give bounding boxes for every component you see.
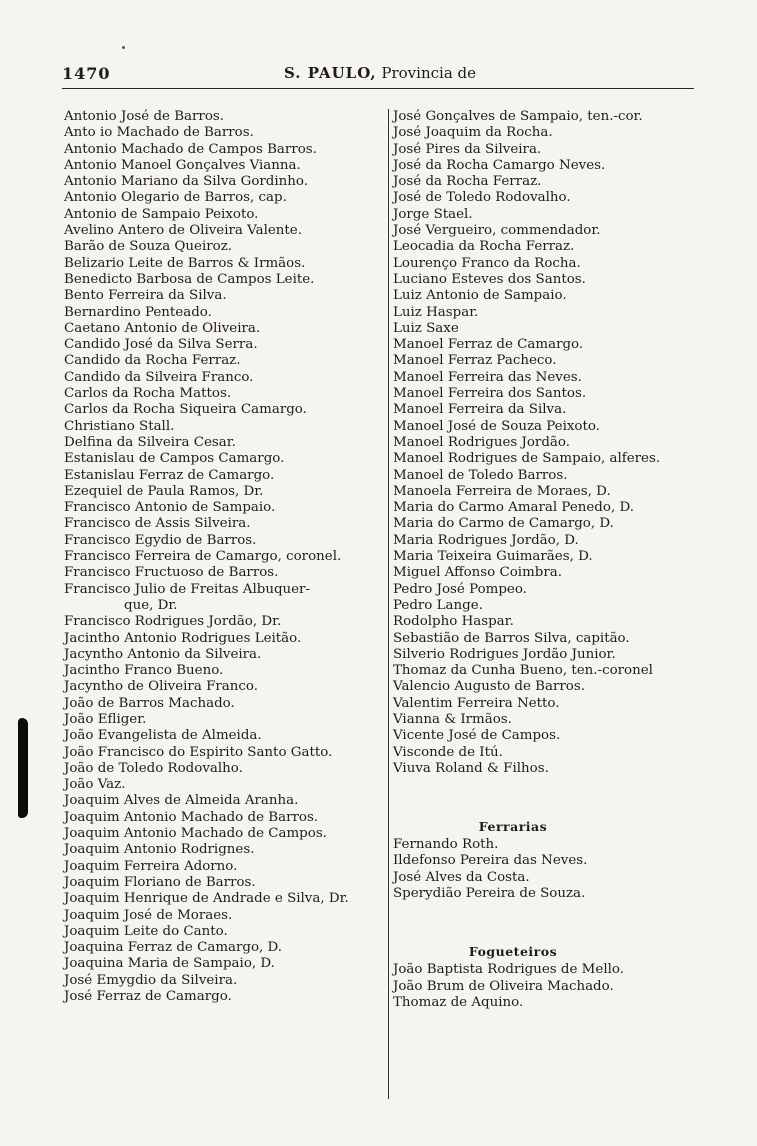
list-entry: Vicente José de Campos.	[393, 728, 561, 744]
left-column	[64, 109, 382, 1005]
list-entry: José Joaquim da Rocha.	[393, 125, 553, 141]
list-entry: Manoel Ferraz Pacheco.	[393, 353, 557, 369]
list-entry: Maria do Carmo de Camargo, D.	[393, 516, 614, 532]
list-entry: Joaquim Floriano de Barros.	[64, 874, 256, 890]
list-entry: Manoel Ferreira da Silva.	[393, 402, 567, 418]
list-entry: Silverio Rodrigues Jordão Junior.	[393, 646, 616, 662]
section-gap	[393, 777, 693, 817]
list-entry: Candido da Rocha Ferraz.	[64, 353, 241, 369]
list-entry: Visconde de Itú.	[393, 744, 503, 760]
list-entry: Joaquim Ferreira Adorno.	[64, 858, 238, 874]
right-column	[388, 109, 693, 1099]
list-entry: Antonio de Sampaio Peixoto.	[64, 206, 259, 222]
list-entry: Manoel Ferreira das Neves.	[393, 369, 582, 385]
running-title	[284, 64, 476, 82]
list-entry: Manoel Ferreira dos Santos.	[393, 386, 587, 402]
list-entry: Antonio Olegario de Barros, cap.	[64, 190, 287, 206]
list-entry: José Gonçalves de Sampaio, ten.-cor.	[393, 109, 643, 124]
list-entry: Candido da Silveira Franco.	[64, 369, 254, 385]
list-entry: João Evangelista de Almeida.	[64, 728, 262, 744]
running-title-city: S. PAULO,	[284, 64, 377, 82]
page-number: 1470	[62, 64, 111, 83]
list-entry: Candido José da Silva Serra.	[64, 337, 258, 353]
list-entry: José Vergueiro, commendador.	[393, 223, 601, 239]
list-entry: Avelino Antero de Oliveira Valente.	[64, 223, 302, 239]
page-header	[62, 60, 694, 89]
list-entry: Manoel Ferraz de Camargo.	[393, 337, 584, 353]
list-entry: José da Rocha Camargo Neves.	[393, 157, 606, 173]
list-entry: Joaquim Antonio Machado de Campos.	[64, 826, 327, 842]
list-entry: Joaquim Alves de Almeida Aranha.	[64, 793, 299, 809]
ink-blot	[18, 718, 28, 818]
list-entry: João Francisco do Espirito Santo Gatto.	[64, 744, 333, 760]
list-entry: Carlos da Rocha Siqueira Camargo.	[64, 402, 307, 418]
list-entry: Pedro Lange.	[393, 597, 483, 613]
list-entry: Bento Ferreira da Silva.	[64, 288, 227, 304]
list-entry: Thomaz de Aquino.	[393, 994, 524, 1010]
list-entry: Jacintho Antonio Rodrigues Leitão.	[64, 630, 302, 646]
list-entry: Estanislau Ferraz de Camargo.	[64, 467, 275, 483]
running-title-province: Provincia de	[381, 64, 477, 82]
list-entry: João de Toledo Rodovalho.	[64, 760, 243, 776]
list-entry: Antonio José de Barros.	[64, 109, 225, 124]
list-entry: Valentim Ferreira Netto.	[393, 695, 560, 711]
list-entry: Antonio Machado de Campos Barros.	[64, 141, 317, 157]
list-entry: Pedro José Pompeo.	[393, 581, 527, 597]
list-entry: Valencio Augusto de Barros.	[393, 679, 585, 695]
list-entry: José de Toledo Rodovalho.	[393, 190, 571, 206]
list-entry: José Emygdio da Silveira.	[64, 972, 238, 988]
list-entry: que, Dr.	[124, 597, 178, 613]
list-entry: Ildefonso Pereira das Neves.	[393, 853, 588, 869]
list-entry: Delfina da Silveira Cesar.	[64, 434, 236, 450]
list-entry: Estanislau de Campos Camargo.	[64, 451, 285, 467]
list-entry: Benedicto Barbosa de Campos Leite.	[64, 271, 315, 287]
list-entry: Manoel José de Souza Peixoto.	[393, 418, 600, 434]
list-entry: Jacintho Franco Bueno.	[64, 663, 224, 679]
list-entry: Antonio Mariano da Silva Gordinho.	[64, 174, 308, 190]
list-entry: Francisco Ferreira de Camargo, coronel.	[64, 549, 342, 565]
list-entry: Jorge Stael.	[393, 206, 473, 222]
list-entry: João Baptista Rodrigues de Mello.	[393, 962, 624, 978]
list-entry: Sperydião Pereira de Souza.	[393, 886, 586, 902]
list-entry: Maria Rodrigues Jordão, D.	[393, 532, 579, 548]
list-entry: Caetano Antonio de Oliveira.	[64, 320, 261, 336]
list-entry: Joaquim Leite do Canto.	[64, 923, 228, 939]
list-entry: Joaquina Maria de Sampaio, D.	[64, 956, 275, 972]
list-entry: Thomaz da Cunha Bueno, ten.-coronel	[393, 663, 653, 679]
list-entry: Manoel Rodrigues Jordão.	[393, 434, 570, 450]
list-entry: Sebastião de Barros Silva, capitão.	[393, 630, 630, 646]
list-entry: Joaquim Antonio Machado de Barros.	[64, 809, 319, 825]
list-entry: Francisco de Assis Silveira.	[64, 516, 251, 532]
list-entry: José Alves da Costa.	[393, 869, 530, 885]
list-entry: Manoel Rodrigues de Sampaio, alferes.	[393, 451, 661, 467]
list-entry: Jacyntho de Oliveira Franco.	[64, 679, 258, 695]
list-entry: Bernardino Penteado.	[64, 304, 212, 320]
list-entry: Carlos da Rocha Mattos.	[64, 386, 232, 402]
list-entry: Vianna & Irmãos.	[393, 711, 512, 727]
list-entry: José Pires da Silveira.	[393, 141, 542, 157]
list-entry: João de Barros Machado.	[64, 695, 235, 711]
list-entry: Manoela Ferreira de Moraes, D.	[393, 483, 611, 499]
list-entry: Maria Teixeira Guimarães, D.	[393, 549, 593, 565]
list-entry: Leocadia da Rocha Ferraz.	[393, 239, 575, 255]
list-entry: Luiz Antonio de Sampaio.	[393, 288, 567, 304]
section-heading-ferrarias: Ferrarias	[478, 819, 548, 835]
list-entry: Ezequiel de Paula Ramos, Dr.	[64, 483, 264, 499]
list-entry: José Ferraz de Camargo.	[64, 989, 232, 1005]
list-entry: Luciano Esteves dos Santos.	[393, 271, 586, 287]
list-entry: Francisco Egydio de Barros.	[64, 532, 257, 548]
list-entry: Belizario Leite de Barros & Irmãos.	[64, 255, 306, 271]
list-entry: Joaquim Henrique de Andrade e Silva, Dr.	[64, 891, 349, 907]
list-entry: Francisco Fructuoso de Barros.	[64, 565, 279, 581]
list-entry: Joaquim Antonio Rodrignes.	[64, 842, 255, 858]
list-entry: João Efliger.	[64, 711, 147, 727]
list-entry: Jacyntho Antonio da Silveira.	[64, 646, 262, 662]
list-entry: Lourenço Franco da Rocha.	[393, 255, 581, 271]
list-entry: Manoel de Toledo Barros.	[393, 467, 568, 483]
list-entry: Miguel Affonso Coimbra.	[393, 565, 562, 581]
right-name-list	[393, 109, 693, 777]
list-entry: José da Rocha Ferraz.	[393, 174, 542, 190]
list-entry: Luiz Haspar.	[393, 304, 479, 320]
list-entry: Luiz Saxe	[393, 320, 459, 336]
list-entry: Anto io Machado de Barros.	[64, 125, 254, 141]
ink-speck	[122, 46, 125, 49]
list-entry: João Vaz.	[64, 777, 126, 793]
section-gap	[393, 902, 693, 942]
section-heading-fogueteiros: Fogueteiros	[468, 944, 558, 960]
fogueteiros-list	[393, 962, 693, 1011]
list-entry: Joaquina Ferraz de Camargo, D.	[64, 940, 283, 956]
list-entry: Viuva Roland & Filhos.	[393, 760, 549, 776]
ferrarias-list	[393, 837, 693, 902]
list-entry: Francisco Antonio de Sampaio.	[64, 500, 276, 516]
list-entry: Joaquim José de Moraes.	[64, 907, 233, 923]
list-entry: Antonio Manoel Gonçalves Vianna.	[64, 157, 301, 173]
list-entry: Maria do Carmo Amaral Penedo, D.	[393, 500, 634, 516]
list-entry: Christiano Stall.	[64, 418, 175, 434]
list-entry: João Brum de Oliveira Machado.	[393, 978, 614, 994]
list-entry: Francisco Rodrigues Jordão, Dr.	[64, 614, 282, 630]
list-entry: Barão de Souza Queiroz.	[64, 239, 233, 255]
list-entry: Francisco Julio de Freitas Albuquer-	[64, 581, 310, 597]
list-entry: Fernando Roth.	[393, 837, 499, 853]
list-entry: Rodolpho Haspar.	[393, 614, 514, 630]
